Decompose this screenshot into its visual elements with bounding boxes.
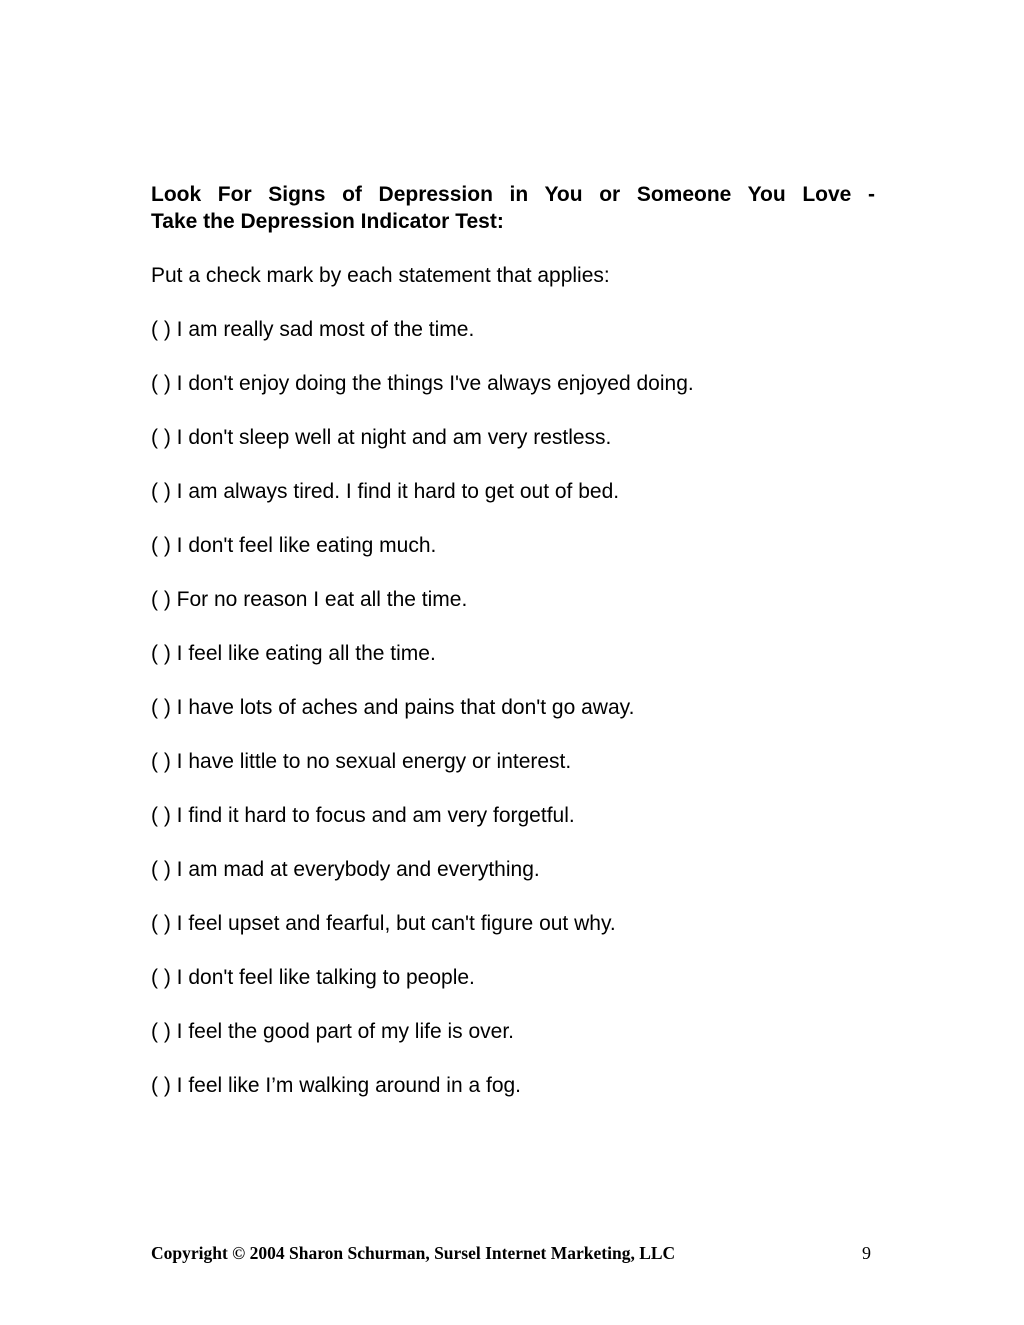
statement-text: I have little to no sexual energy or interest. — [176, 750, 572, 773]
checklist-item — [151, 532, 694, 559]
statement-text: I find it hard to focus and am very forgetful. — [176, 804, 575, 827]
checklist-item — [151, 856, 694, 883]
checklist-item — [151, 964, 694, 991]
instructions-text: Put a check mark by each statement that applies: — [151, 264, 610, 287]
statement-text: I feel the good part of my life is over. — [176, 1020, 515, 1043]
statement-text: I feel like I’m walking around in a fog. — [176, 1074, 522, 1097]
checklist-item — [151, 478, 694, 505]
checklist-item — [151, 370, 694, 397]
check-mark-box[interactable]: ( ) — [151, 372, 171, 395]
check-mark-box[interactable]: ( ) — [151, 642, 171, 665]
check-mark-box[interactable]: ( ) — [151, 966, 171, 989]
checklist-item — [151, 694, 694, 721]
check-mark-box[interactable]: ( ) — [151, 804, 171, 827]
check-mark-box[interactable]: ( ) — [151, 750, 171, 773]
checklist-item — [151, 1072, 694, 1099]
page-number: 9 — [862, 1243, 871, 1263]
checklist-item — [151, 640, 694, 667]
checklist-item — [151, 1018, 694, 1045]
check-mark-box[interactable]: ( ) — [151, 318, 171, 341]
statement-text: I am mad at everybody and everything. — [176, 858, 540, 881]
page-title-line-2: Take the Depression Indicator Test: — [151, 210, 504, 233]
page-title-line-1: Look For Signs of Depression in You or Someone You Love - — [151, 183, 875, 206]
check-mark-box[interactable]: ( ) — [151, 588, 171, 611]
statement-text: I feel upset and fearful, but can't figure out why. — [176, 912, 616, 935]
statement-checklist — [151, 316, 694, 1126]
check-mark-box[interactable]: ( ) — [151, 426, 171, 449]
check-mark-box[interactable]: ( ) — [151, 534, 171, 557]
statement-text: I am really sad most of the time. — [176, 318, 475, 341]
statement-text: I don't enjoy doing the things I've always enjoyed doing. — [176, 372, 694, 395]
statement-text: I have lots of aches and pains that don't go away. — [176, 696, 635, 719]
checklist-item — [151, 910, 694, 937]
statement-text: I feel like eating all the time. — [176, 642, 436, 665]
statement-text: I don't feel like eating much. — [176, 534, 437, 557]
check-mark-box[interactable]: ( ) — [151, 1020, 171, 1043]
checklist-item — [151, 802, 694, 829]
footer-copyright: Copyright © 2004 Sharon Schurman, Sursel Internet Marketing, LLC — [151, 1243, 676, 1263]
checklist-item — [151, 748, 694, 775]
check-mark-box[interactable]: ( ) — [151, 480, 171, 503]
statement-text: I don't feel like talking to people. — [176, 966, 475, 989]
check-mark-box[interactable]: ( ) — [151, 1074, 171, 1097]
checklist-item — [151, 316, 694, 343]
check-mark-box[interactable]: ( ) — [151, 912, 171, 935]
check-mark-box[interactable]: ( ) — [151, 696, 171, 719]
check-mark-box[interactable]: ( ) — [151, 858, 171, 881]
statement-text: I don't sleep well at night and am very restless. — [176, 426, 612, 449]
checklist-item — [151, 424, 694, 451]
page-title — [151, 181, 875, 235]
statement-text: I am always tired. I find it hard to get out of bed. — [176, 480, 620, 503]
checklist-item — [151, 586, 694, 613]
statement-text: For no reason I eat all the time. — [176, 588, 468, 611]
